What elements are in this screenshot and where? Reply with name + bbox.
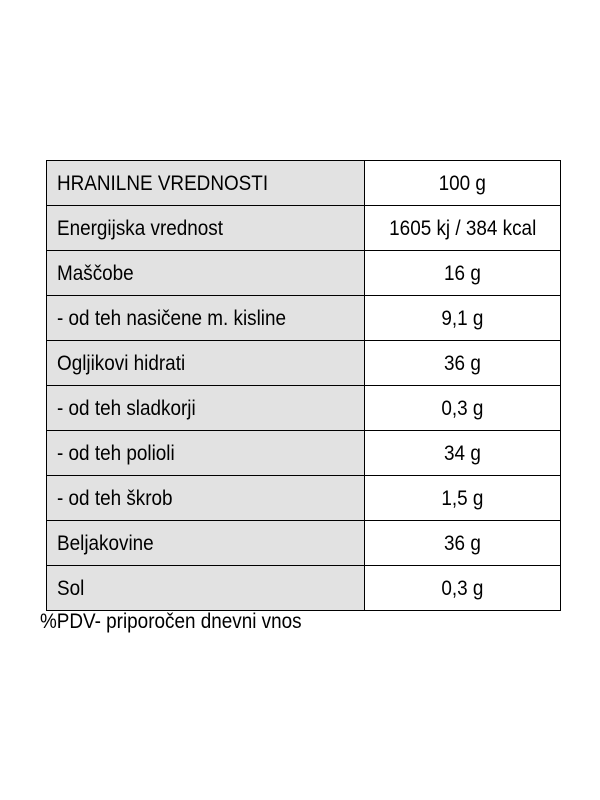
- header-label: HRANILNE VREDNOSTI: [57, 171, 269, 195]
- table-row-salt: [47, 566, 561, 611]
- row-label-cell: [47, 566, 365, 611]
- row-value-cell: [365, 521, 561, 566]
- row-value-cell: [365, 251, 561, 296]
- row-label: Maščobe: [57, 261, 134, 285]
- row-value-cell: [365, 386, 561, 431]
- footnote: %PDV- priporočen dnevni vnos: [40, 610, 302, 633]
- row-label: Energijska vrednost: [57, 216, 223, 240]
- row-value-cell: [365, 431, 561, 476]
- row-value: 0,3 g: [441, 396, 484, 420]
- row-label-cell: [47, 206, 365, 251]
- row-value-cell: [365, 341, 561, 386]
- row-value-cell: [365, 206, 561, 251]
- table-row-polyols: [47, 431, 561, 476]
- table-row-sugars: [47, 386, 561, 431]
- table-row-saturated-fat: [47, 296, 561, 341]
- row-value: 0,3 g: [441, 576, 484, 600]
- nutrition-table-body: [47, 161, 561, 611]
- table-header-row: [47, 161, 561, 206]
- row-label: - od teh nasičene m. kisline: [57, 306, 287, 330]
- row-label: - od teh polioli: [57, 441, 175, 465]
- row-label-cell: [47, 296, 365, 341]
- row-value-cell: [365, 566, 561, 611]
- row-value-cell: [365, 296, 561, 341]
- row-value: 9,1 g: [441, 306, 484, 330]
- row-label: - od teh sladkorji: [57, 396, 196, 420]
- row-label: Sol: [57, 576, 85, 600]
- table-row-fat: [47, 251, 561, 296]
- header-label-cell: [47, 161, 365, 206]
- row-label-cell: [47, 341, 365, 386]
- row-value: 16 g: [444, 261, 481, 285]
- nutrition-facts-table: [46, 160, 561, 611]
- row-label: Ogljikovi hidrati: [57, 351, 186, 375]
- row-value: 34 g: [444, 441, 481, 465]
- row-value: 1,5 g: [441, 486, 484, 510]
- row-label-cell: [47, 251, 365, 296]
- table-row-energy: [47, 206, 561, 251]
- header-value: 100 g: [438, 171, 487, 195]
- row-value: 36 g: [444, 351, 481, 375]
- row-value-cell: [365, 476, 561, 521]
- row-label: Beljakovine: [57, 531, 154, 555]
- table-row-protein: [47, 521, 561, 566]
- row-label-cell: [47, 476, 365, 521]
- row-label-cell: [47, 431, 365, 476]
- row-label-cell: [47, 386, 365, 431]
- row-label-cell: [47, 521, 365, 566]
- row-value: 1605 kj / 384 kcal: [388, 216, 537, 240]
- header-value-cell: [365, 161, 561, 206]
- table-row-carbohydrates: [47, 341, 561, 386]
- row-label: - od teh škrob: [57, 486, 173, 510]
- row-value: 36 g: [444, 531, 481, 555]
- table-row-starch: [47, 476, 561, 521]
